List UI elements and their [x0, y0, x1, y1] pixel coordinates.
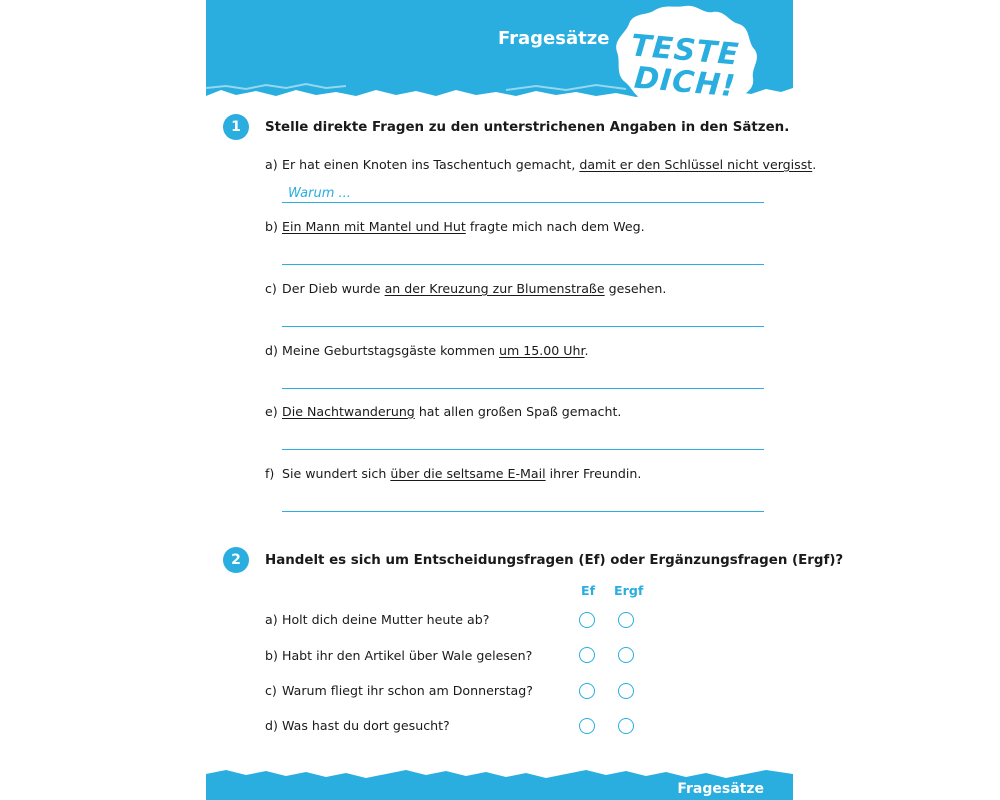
- item-text-end: gesehen.: [604, 281, 667, 296]
- item-text-end: ihrer Freundin.: [545, 466, 642, 481]
- answer-line-f[interactable]: [282, 511, 764, 512]
- answer-line-c[interactable]: [282, 326, 764, 327]
- item-underlined-text: an der Kreuzung zur Blumenstraße: [384, 281, 605, 296]
- item-underlined-text: damit er den Schlüssel nicht vergisst: [579, 157, 813, 172]
- worksheet-page: [206, 0, 844, 800]
- item-text: Was hast du dort gesucht?: [282, 718, 450, 733]
- answer-line-e[interactable]: [282, 449, 764, 450]
- task-2-item-d: [265, 718, 450, 733]
- radio-ef-b[interactable]: [579, 647, 595, 663]
- task-2-heading: Handelt es sich um Entscheidungsfragen (Ef) oder Ergänzungsfragen (Ergf)?: [265, 553, 844, 568]
- radio-ergf-d[interactable]: [618, 718, 634, 734]
- task-1-item-d: [265, 343, 589, 358]
- item-text: Warum fliegt ihr schon am Donnerstag?: [282, 683, 533, 698]
- task-2-item-a: [265, 612, 489, 627]
- item-label: c): [265, 683, 277, 698]
- badge-text-line1: TESTE: [629, 28, 741, 73]
- answer-line-d[interactable]: [282, 388, 764, 389]
- task-number-1: 1: [223, 114, 249, 140]
- footer-title: Fragesätze: [677, 781, 764, 797]
- task-1-heading: Stelle direkte Fragen zu den unterstrichenen Angaben in den Sätzen.: [265, 120, 790, 135]
- task-2-item-b: [265, 648, 532, 663]
- task-1-item-e: [265, 404, 621, 419]
- radio-ef-a[interactable]: [579, 612, 595, 628]
- task-2-item-c: [265, 683, 533, 698]
- header-band: [206, 0, 793, 105]
- column-head-ef: Ef: [581, 583, 596, 598]
- item-text: Sie wundert sich: [282, 466, 391, 481]
- radio-ergf-a[interactable]: [618, 612, 634, 628]
- answer-line-b[interactable]: [282, 264, 764, 265]
- footer-band: [206, 766, 793, 800]
- item-text-end: fragte mich nach dem Weg.: [465, 219, 645, 234]
- radio-ergf-b[interactable]: [618, 647, 634, 663]
- item-text: Habt ihr den Artikel über Wale gelesen?: [282, 648, 533, 663]
- task-number-2: 2: [223, 547, 249, 573]
- item-text-end: .: [812, 157, 817, 172]
- item-underlined-text: Die Nachtwanderung: [282, 404, 415, 419]
- item-label: b): [265, 219, 278, 234]
- task-1-item-a: [265, 157, 816, 172]
- item-text: Er hat einen Knoten ins Taschentuch gemacht,: [282, 157, 580, 172]
- item-label: c): [265, 281, 277, 296]
- page-title: Fragesätze: [498, 28, 610, 49]
- task-1-item-c: [265, 281, 666, 296]
- task-1-item-b: [265, 219, 645, 234]
- item-label: d): [265, 718, 278, 733]
- item-text-end: hat allen großen Spaß gemacht.: [414, 404, 622, 419]
- item-label: a): [265, 157, 278, 172]
- column-head-ergf: Ergf: [614, 583, 644, 598]
- item-label: f): [265, 466, 275, 481]
- item-underlined-text: um 15.00 Uhr: [499, 343, 585, 358]
- item-label: b): [265, 648, 278, 663]
- item-label: d): [265, 343, 278, 358]
- badge-text-line2: DICH!: [632, 60, 738, 105]
- teste-dich-badge: [611, 2, 759, 110]
- item-text: Der Dieb wurde: [282, 281, 385, 296]
- item-text: Meine Geburtstagsgäste kommen: [282, 343, 499, 358]
- item-text: Holt dich deine Mutter heute ab?: [282, 612, 490, 627]
- item-underlined-text: über die seltsame E-Mail: [390, 466, 546, 481]
- item-underlined-text: Ein Mann mit Mantel und Hut: [282, 219, 466, 234]
- radio-ef-d[interactable]: [579, 718, 595, 734]
- radio-ef-c[interactable]: [579, 683, 595, 699]
- item-label: a): [265, 612, 278, 627]
- radio-ergf-c[interactable]: [618, 683, 634, 699]
- answer-line-a[interactable]: [282, 202, 764, 203]
- item-label: e): [265, 404, 278, 419]
- item-text-end: .: [584, 343, 589, 358]
- task-1-item-f: [265, 466, 641, 481]
- example-answer: Warum ...: [288, 186, 351, 201]
